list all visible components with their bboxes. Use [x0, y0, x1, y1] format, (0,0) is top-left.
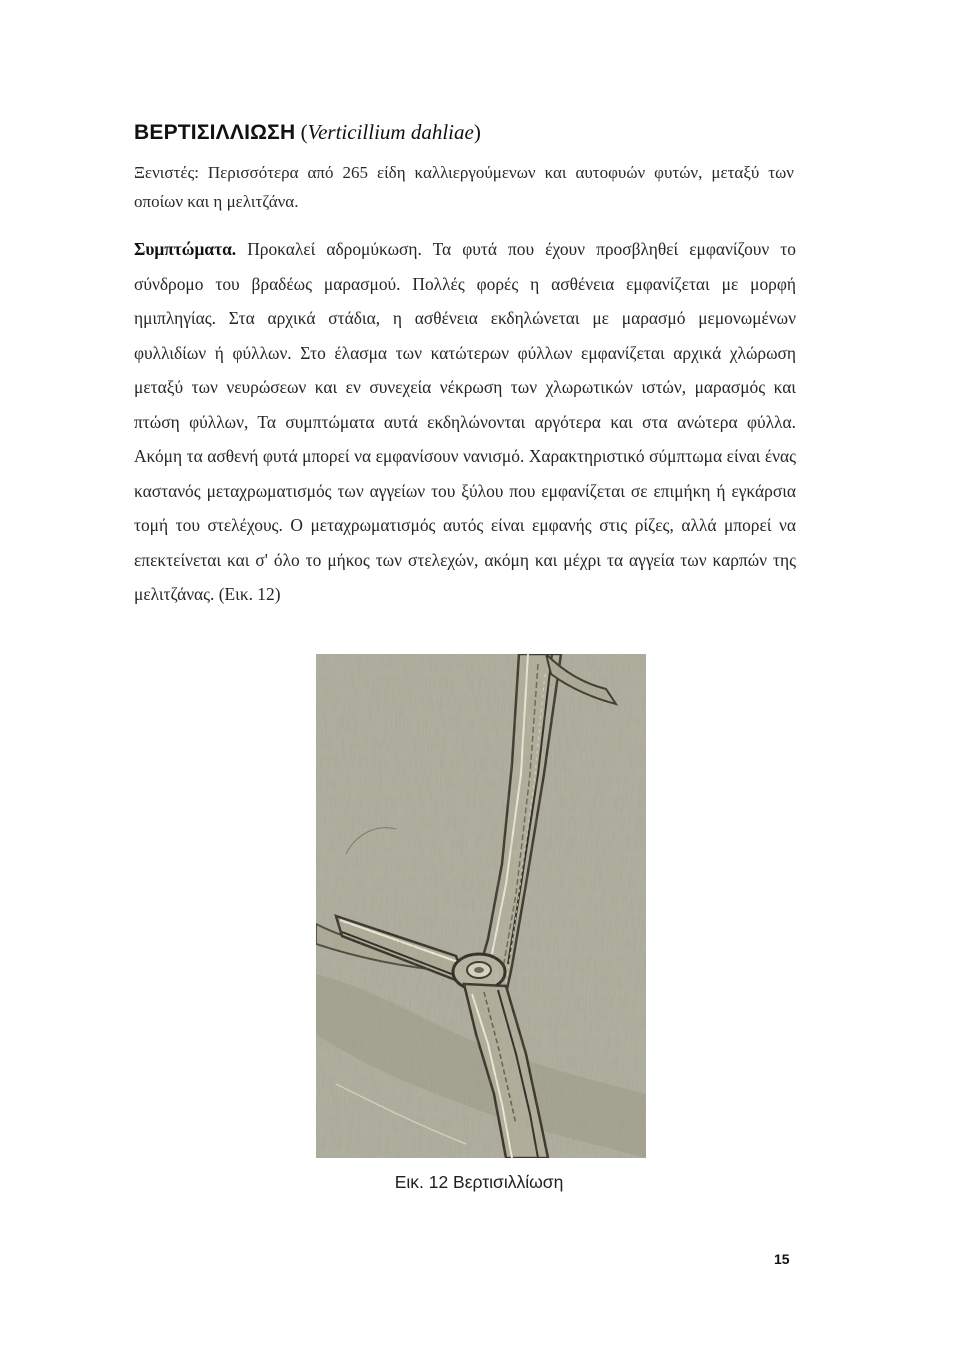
symptoms-lead: Συμπτώματα. — [134, 239, 237, 259]
page-number: 15 — [774, 1251, 790, 1267]
figure-caption-text: Εικ. 12 Βερτισιλλίωση — [394, 1172, 564, 1192]
figure-caption — [0, 1172, 960, 1193]
heading-open-paren: ( — [295, 120, 308, 144]
hosts-paragraph: Ξενιστές: Περισσότερα από 265 είδη καλλιεργούμενων και αυτοφυών φυτών, μεταξύ των οποίων και η μελιτζάνα. — [134, 163, 794, 211]
section-heading — [134, 118, 481, 147]
heading-close-paren: ) — [473, 120, 481, 144]
verticillium-stem-image — [316, 654, 646, 1158]
figure-photo — [316, 654, 646, 1158]
symptoms-body: Προκαλεί αδρομύκωση. Τα φυτά που έχουν προσβληθεί εμφανίζουν το σύνδρομο του βραδέως μαρασμού. Πολλές φορές η ασθένεια εμφανίζεται με μορφή ημιπληγίας. Στα αρχικά στάδια, η ασθένεια εκδηλώνεται με μαρασμό μεμονωμένων φυλλιδίων ή φύλλων. Στο έλασμα των κατώτερων φύλλων εμφανίζεται αρχικά χλώρωση μεταξύ των νευρώσεων και εν συνεχεία νέκρωση των χλωρωτικών ιστών, μαρασμός και πτώση φύλλων, Τα συμπτώματα αυτά εκδηλώνονται αργότερα και στα ανώτερα φύλλα. Ακόμη τα ασθενή φυτά μπορεί να εμφανίσουν νανισμό. Χαρακτηριστικό σύμπτωμα είναι ένας καστανός μεταχρωματισμός των αγγείων του ξύλου που εμφανίζεται σε επιμήκη ή εγκάρσια τομή του στελέχους. Ο μεταχρωματισμός αυτός είναι εμφανής στις ρίζες, αλλά μπορεί να επεκτείνεται και σ' όλο το μήκος των στελεχών, ακόμη και μέχρι τα αγγεία των καρπών της μελιτζάνας. (Εικ. 12) — [134, 239, 796, 604]
heading-latin-name: Verticillium dahliae — [307, 120, 474, 144]
symptoms-paragraph — [134, 232, 796, 612]
heading-title: ΒΕΡΤΙΣΙΛΛΙΩΣΗ — [134, 121, 296, 144]
